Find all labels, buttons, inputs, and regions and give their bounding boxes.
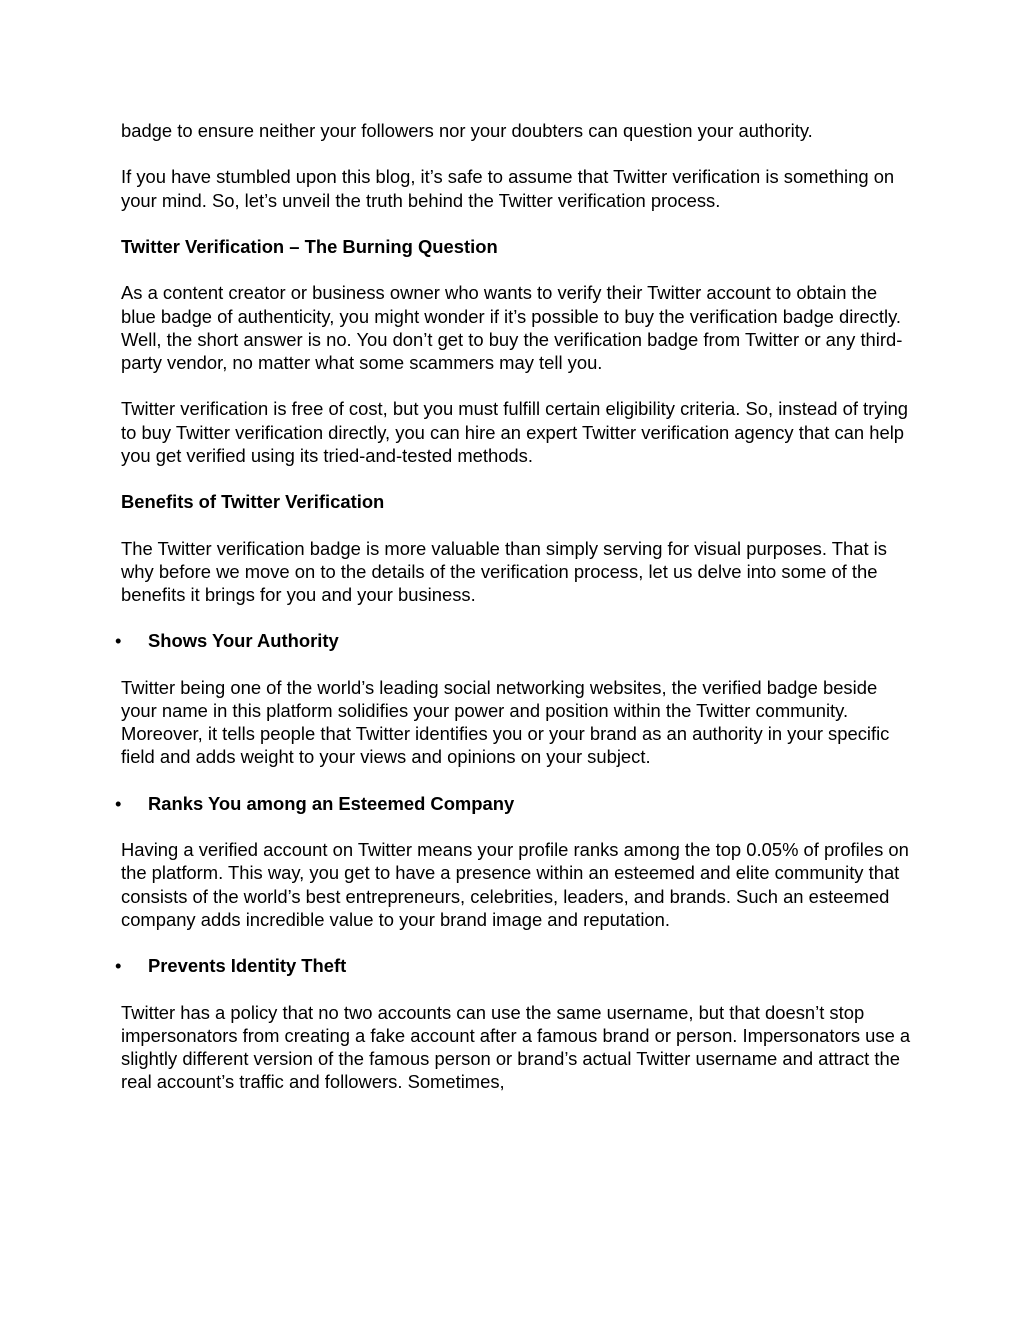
bullet-icon: •: [115, 955, 122, 977]
section-heading: Benefits of Twitter Verification: [121, 491, 385, 513]
paragraph: Twitter being one of the world’s leading social networking websites, the verified badge beside your name in this platform solidifies your power and position within the Twitter community. Moreover, it tells people that Twitter identifies you or your brand as an authority in your specific field and adds weight to your views and opinions on your subject.: [121, 676, 890, 768]
bullet-icon: •: [115, 792, 122, 814]
bullet-heading: [115, 629, 911, 652]
document-page: [115, 119, 911, 1117]
bullet-heading: [115, 792, 911, 815]
paragraph: Twitter verification is free of cost, but you must fulfill certain eligibility criteria. So, instead of trying to buy Twitter verification directly, you can hire an expert Twitter verification agency that can help you get verified using its tried-and-tested methods.: [121, 398, 909, 466]
paragraph: The Twitter verification badge is more valuable than simply serving for visual purposes. That is why before we move on to the details of the verification process, let us delve into some of the benefits it brings for you and your business.: [121, 537, 887, 605]
bullet-heading: [115, 954, 911, 977]
paragraph: Having a verified account on Twitter means your profile ranks among the top 0.05% of profiles on the platform. This way, you get to have a presence within an esteemed and elite community that consists of the world’s best entrepreneurs, celebrities, leaders, and brands. Such an esteemed company adds incredible value to your brand image and reputation.: [121, 839, 909, 930]
paragraph: Twitter has a policy that no two accounts can use the same username, but that doesn’t stop impersonators from creating a fake account after a famous brand or person. Impersonators use a slightly different version of the famous person or brand’s actual Twitter username and attract the real account’s traffic and followers. Sometimes,: [121, 1001, 911, 1093]
bullet-heading-text: Prevents Identity Theft: [148, 955, 347, 977]
paragraph: badge to ensure neither your followers nor your doubters can question your authority.: [121, 120, 813, 141]
paragraph: If you have stumbled upon this blog, it’s safe to assume that Twitter verification is something on your mind. So, let’s unveil the truth behind the Twitter verification process.: [121, 166, 895, 211]
section-heading: Twitter Verification – The Burning Question: [121, 235, 498, 257]
bullet-heading-text: Shows Your Authority: [148, 630, 339, 652]
bullet-heading-text: Ranks You among an Esteemed Company: [148, 792, 515, 814]
paragraph: As a content creator or business owner who wants to verify their Twitter account to obtain the blue badge of authenticity, you might wonder if it’s possible to buy the verification badge directly. Well, the short answer is no. You don’t get to buy the verification badge from Twitter or any third-party vendor, no matter what some scammers may tell you.: [121, 282, 903, 373]
bullet-icon: •: [115, 630, 122, 652]
